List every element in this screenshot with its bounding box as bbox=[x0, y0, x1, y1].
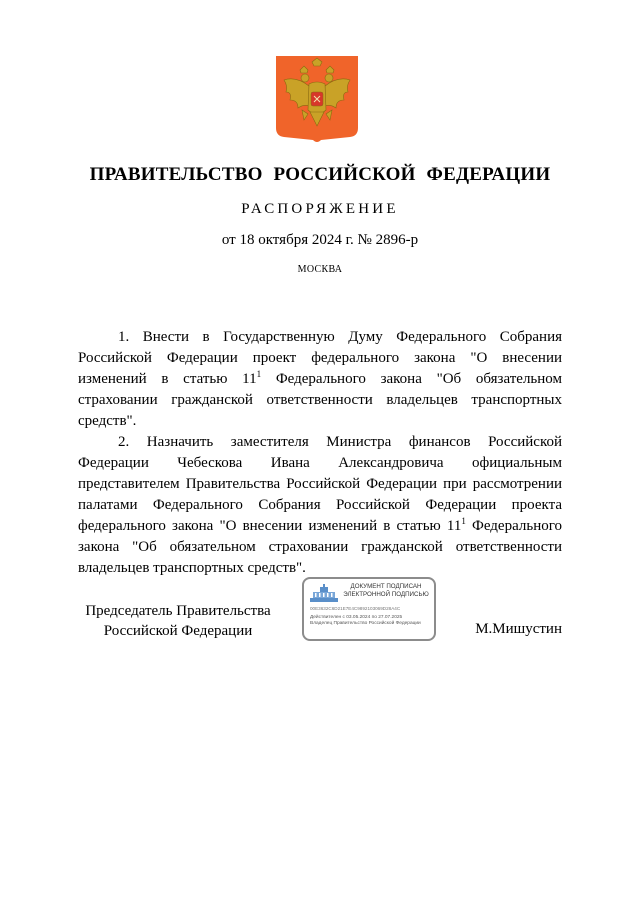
document-date-number: от 18 октября 2024 г. № 2896-р bbox=[221, 232, 419, 248]
stamp-validity: Действителен с 03.05.2024 по 27.07.2025 Владелец Правительство Российской Федерации bbox=[310, 615, 421, 626]
stamp-certificate-number: 00E3632C6D21E7E4C9892103069D28A4C bbox=[310, 606, 401, 611]
paragraph-2: 2. Назначить заместителя Министра финансов Российской Федерации Чебескова Ивана Александровича официальным представителем Правительства Российской Федерации при рассмотрении палатами Федерального Собрания Российской Федерации проекта федерального закона "О внесении изменений в статью $11^1$ Федерального закона "Об обязательном страховании гражданской ответственности владельцев транспортных средств". bbox=[78, 434, 562, 576]
signer-name: М.Мишустин bbox=[475, 621, 562, 637]
government-title: ПРАВИТЕЛЬСТВО РОССИЙСКОЙ ФЕДЕРАЦИИ bbox=[89, 164, 551, 185]
document-body bbox=[78, 327, 562, 579]
signer-position-line-2: Российской Федерации bbox=[103, 623, 253, 639]
paragraph-1: 1. Внести в Государственную Думу Федерального Собрания Российской Федерации проект федерального закона "О внесении изменений в статью $11^1$ Федерального закона "Об обязательном страховании гражданской ответственности владельцев транспортных средств". bbox=[78, 329, 563, 429]
document-type: РАСПОРЯЖЕНИЕ bbox=[241, 201, 399, 217]
electronic-signature-stamp bbox=[302, 577, 436, 641]
coat-of-arms-emblem bbox=[276, 56, 358, 144]
stamp-title: ДОКУМЕНТ ПОДПИСАН ЭЛЕКТРОННОЙ ПОДПИСЬЮ bbox=[343, 583, 429, 598]
signer-position-line-1: Председатель Правительства bbox=[85, 603, 271, 619]
government-building-icon bbox=[310, 584, 338, 604]
signer-position bbox=[78, 601, 278, 641]
document-city: МОСКВА bbox=[297, 264, 343, 275]
